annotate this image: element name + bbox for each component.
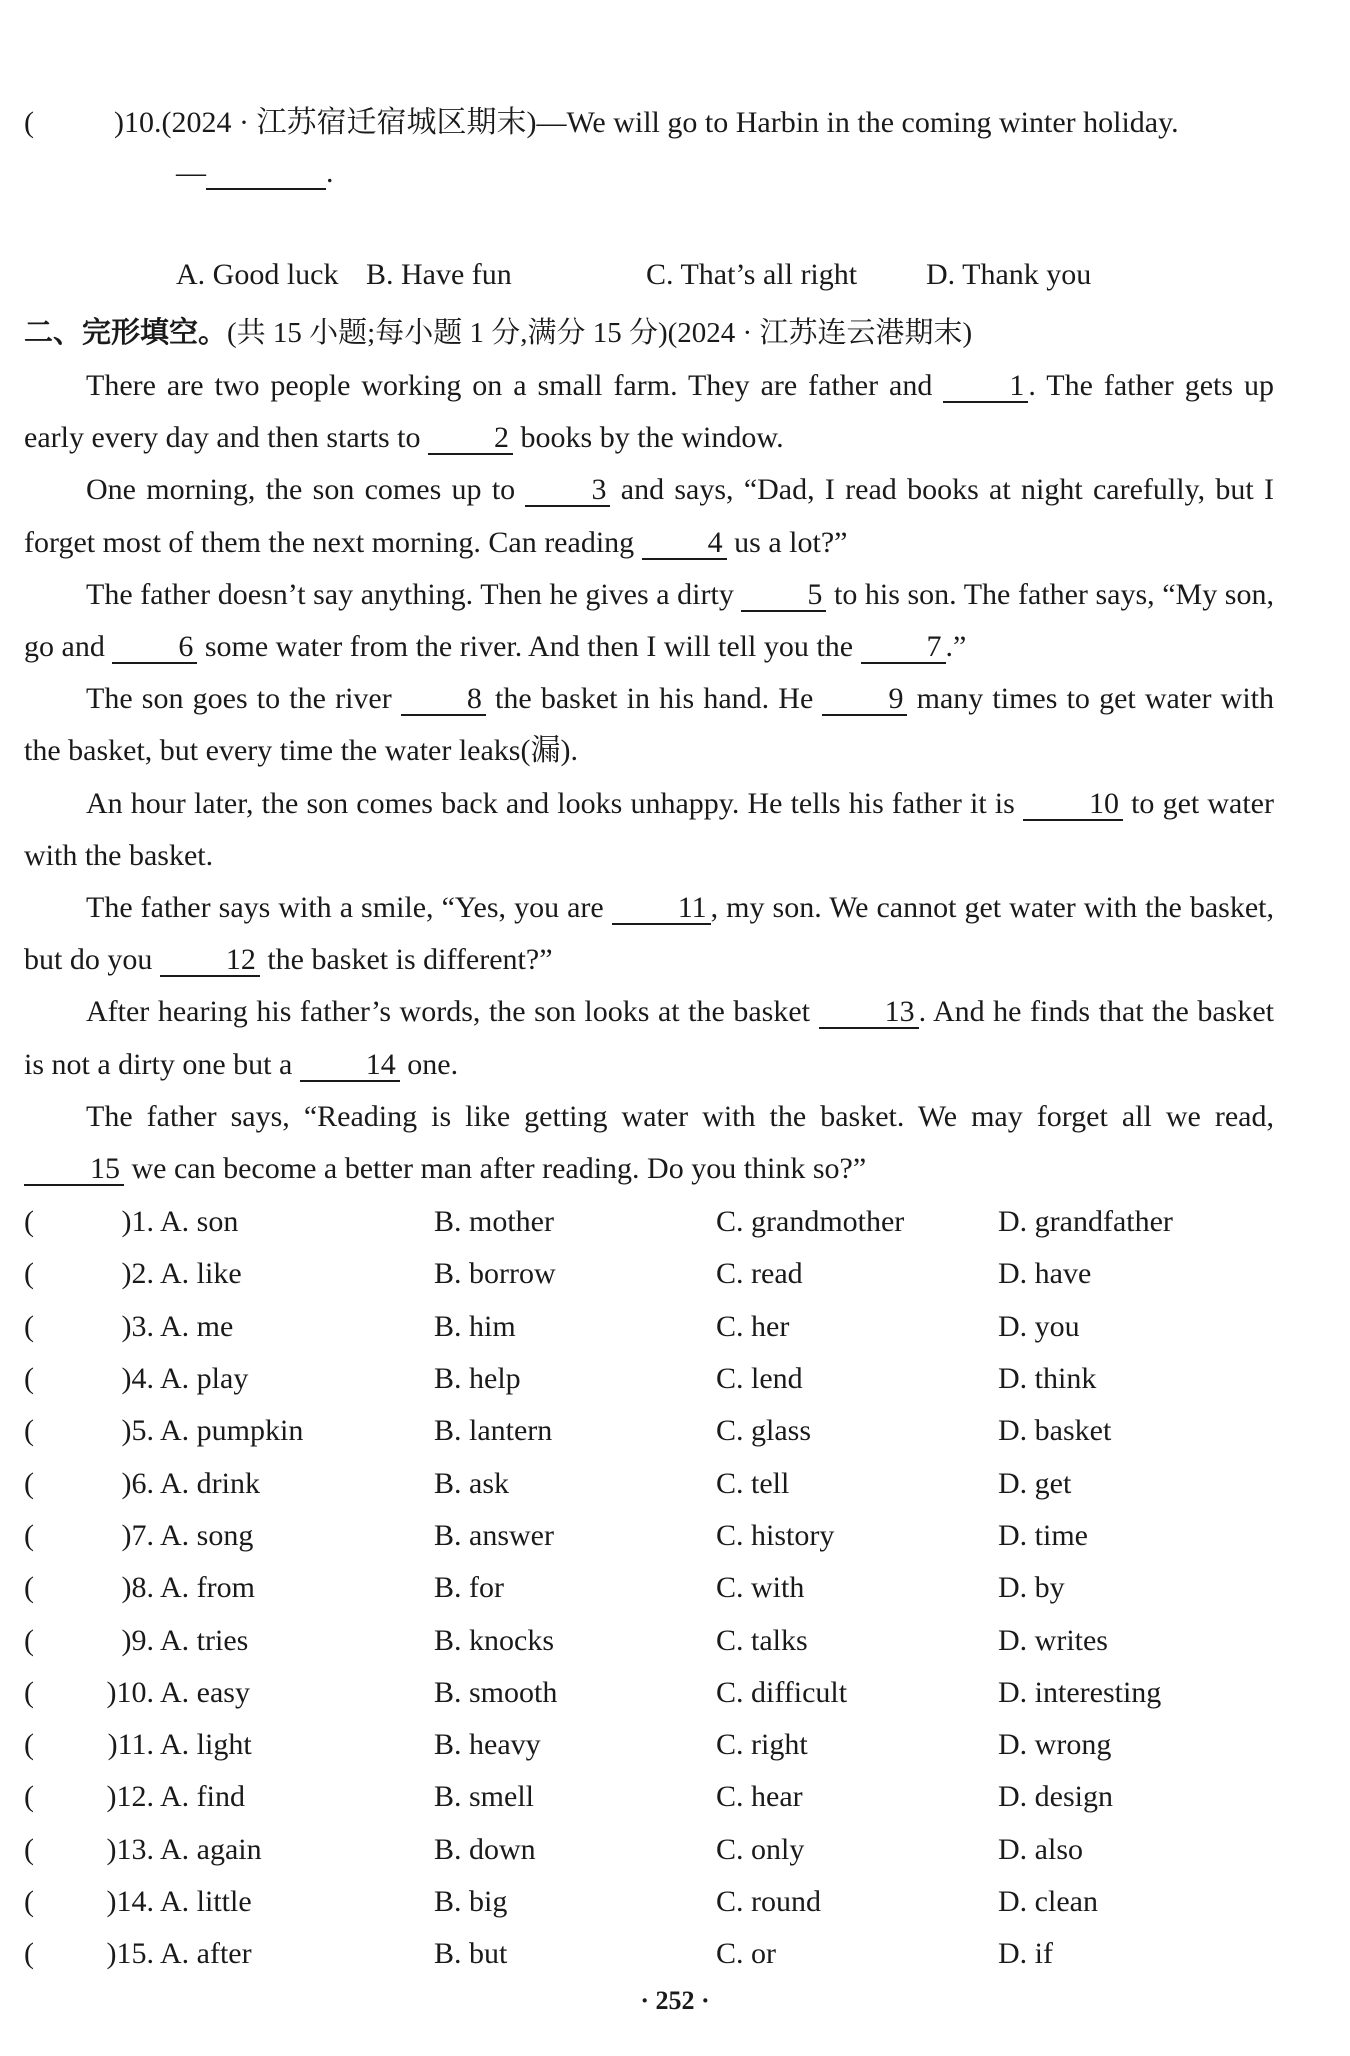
answer-bracket[interactable]: ( (24, 1257, 34, 1291)
option-d[interactable]: D. you (998, 1309, 1080, 1343)
answer-bracket[interactable]: ( (24, 1205, 34, 1239)
question-number: )10. (114, 106, 162, 139)
passage-paragraph-7 (24, 986, 1274, 1090)
reply-blank[interactable] (206, 158, 326, 190)
answer-bracket[interactable]: ( (24, 1728, 34, 1762)
reply-end: . (326, 156, 334, 189)
answer-bracket[interactable]: ( (24, 1362, 34, 1396)
passage-text: , my son. We cannot get water with the basket, but do you (24, 891, 1274, 977)
blank-9[interactable]: 9 (822, 684, 907, 716)
option-b[interactable]: B. help (434, 1362, 521, 1396)
answer-bracket[interactable]: ( (24, 1885, 34, 1918)
blank-3[interactable]: 3 (525, 475, 610, 507)
option-b[interactable]: B. lantern (434, 1414, 553, 1448)
option-b[interactable]: B. heavy (434, 1728, 541, 1762)
passage-paragraph-3 (24, 569, 1274, 673)
option-c[interactable]: C. only (716, 1832, 805, 1866)
section-title: 二、完形填空。 (24, 315, 228, 349)
option-c[interactable]: C. hear (716, 1780, 803, 1814)
option-a[interactable]: A. drink (160, 1466, 260, 1500)
option-b[interactable]: B. smooth (434, 1675, 558, 1709)
option-a[interactable]: A. play (160, 1362, 249, 1396)
option-a[interactable]: A. again (160, 1832, 262, 1866)
answer-bracket[interactable]: ( (24, 1937, 34, 1971)
blank-2[interactable]: 2 (428, 423, 513, 455)
option-b[interactable]: B. answer (434, 1518, 554, 1552)
answer-bracket[interactable]: ( (24, 106, 34, 139)
passage-text: books by the window. (513, 421, 784, 455)
answer-bracket[interactable]: ( (24, 1780, 34, 1814)
question-number: )15. (106, 1937, 154, 1971)
question-number: )1. (121, 1205, 154, 1239)
question-number: )13. (106, 1832, 154, 1866)
option-b[interactable]: B. but (434, 1937, 508, 1971)
option-b[interactable]: B. smell (434, 1780, 535, 1814)
option-c[interactable]: C. round (716, 1885, 821, 1918)
passage-text: The father doesn’t say anything. Then he gives a dirty (86, 577, 742, 611)
option-a[interactable]: A. easy (160, 1675, 250, 1709)
option-a[interactable]: A. from (160, 1571, 255, 1605)
option-d[interactable]: D. Thank you (926, 258, 1092, 291)
option-a[interactable]: A. me (160, 1309, 234, 1343)
blank-10[interactable]: 10 (1023, 789, 1123, 821)
passage-text: us a lot?” (726, 525, 848, 559)
choice-row (24, 1562, 1284, 1614)
passage-text: .” (945, 630, 967, 664)
section-heading (24, 310, 972, 351)
blank-8[interactable]: 8 (401, 684, 486, 716)
question-number: )6. (121, 1466, 154, 1500)
option-a[interactable]: A. find (160, 1780, 245, 1814)
answer-bracket[interactable]: ( (24, 1832, 34, 1866)
option-d[interactable]: D. basket (998, 1414, 1112, 1448)
choice-row (24, 1928, 1284, 1980)
option-b[interactable]: B. big (434, 1885, 508, 1918)
option-d[interactable]: D. interesting (998, 1675, 1162, 1709)
question-10 (24, 98, 1284, 198)
choices-list (24, 1196, 1284, 1980)
section-subtitle: (共 15 小题;每小题 1 分,满分 15 分)(2024 · 江苏连云港期末) (227, 317, 973, 349)
option-c[interactable]: C. read (716, 1257, 803, 1291)
choice-row (24, 1457, 1284, 1509)
choice-row (24, 1405, 1284, 1457)
option-c[interactable]: C. her (716, 1309, 790, 1343)
page-number: · 252 · (640, 1986, 710, 2015)
question-10-options (176, 258, 1126, 292)
question-number: )3. (121, 1309, 154, 1343)
choice-row (24, 1667, 1284, 1719)
passage-text: we can become a better man after reading. Do you think so?” (124, 1152, 867, 1186)
blank-1[interactable]: 1 (943, 371, 1028, 403)
option-b[interactable]: B. for (434, 1571, 504, 1605)
passage-paragraph-1 (24, 360, 1274, 464)
answer-bracket[interactable]: ( (24, 1309, 34, 1343)
question-number: )8. (121, 1571, 154, 1605)
answer-bracket[interactable]: ( (24, 1571, 34, 1605)
question-number: )12. (106, 1780, 154, 1814)
option-d[interactable]: D. by (998, 1571, 1065, 1605)
option-a[interactable]: A. tries (160, 1623, 249, 1657)
choice-row (24, 1824, 1284, 1876)
option-c[interactable]: C. grandmother (716, 1205, 905, 1239)
option-d[interactable]: D. writes (998, 1623, 1108, 1657)
passage-text: . And he finds that the basket is not a dirty one but a (24, 995, 1275, 1081)
reply-dash: — (176, 156, 206, 189)
option-c[interactable]: C. lend (716, 1362, 803, 1396)
choice-row (24, 1248, 1284, 1300)
blank-13[interactable]: 13 (819, 997, 919, 1029)
passage-text: One morning, the son comes up to (86, 473, 526, 507)
option-d[interactable]: D. if (998, 1937, 1053, 1971)
blank-6[interactable]: 6 (112, 632, 197, 664)
option-a[interactable]: A. light (160, 1728, 252, 1762)
option-d[interactable]: D. get (998, 1466, 1072, 1500)
option-d[interactable]: D. grandfather (998, 1205, 1173, 1239)
passage-text: to get water with the basket. (24, 786, 1274, 872)
option-c[interactable]: C. difficult (716, 1675, 848, 1709)
blank-12[interactable]: 12 (160, 945, 260, 977)
passage-text: the basket is different?” (259, 943, 553, 977)
option-b[interactable]: B. borrow (434, 1257, 556, 1291)
question-number: )5. (121, 1414, 154, 1448)
choice-row (24, 1614, 1284, 1666)
passage-paragraph-2 (24, 464, 1274, 568)
passage-text: . The father gets up early every day and then starts to (24, 369, 1275, 455)
blank-11[interactable]: 11 (612, 893, 711, 925)
option-c[interactable]: C. right (716, 1728, 808, 1762)
passage-text: the basket in his hand. He (485, 682, 823, 716)
choice-row (24, 1771, 1284, 1823)
blank-15[interactable]: 15 (24, 1154, 124, 1186)
option-d[interactable]: D. also (998, 1832, 1083, 1866)
passage-text: The father says with a smile, “Yes, you are (86, 891, 612, 925)
passage-text: After hearing his father’s words, the son looks at the basket (86, 995, 819, 1029)
option-d[interactable]: D. wrong (998, 1728, 1112, 1762)
option-d[interactable]: D. time (998, 1518, 1088, 1552)
option-c[interactable]: C. glass (716, 1414, 812, 1448)
passage-text: many times to get water with the basket, but every time the water leaks(漏). (24, 682, 1275, 768)
choice-row (24, 1719, 1284, 1771)
blank-4[interactable]: 4 (642, 528, 727, 560)
choice-row (24, 1196, 1284, 1248)
passage-text: one. (399, 1047, 459, 1081)
option-b[interactable]: B. him (434, 1309, 516, 1343)
option-b[interactable]: B. Have fun (366, 258, 512, 291)
option-c[interactable]: C. That’s all right (646, 258, 858, 291)
option-c[interactable]: C. tell (716, 1466, 790, 1500)
answer-bracket[interactable]: ( (24, 1466, 34, 1500)
reply-line (24, 148, 1284, 198)
question-number: )9. (121, 1623, 154, 1657)
option-a[interactable]: A. pumpkin (160, 1414, 304, 1448)
question-number: )4. (121, 1362, 154, 1396)
option-a[interactable]: A. after (160, 1937, 252, 1971)
answer-bracket[interactable]: ( (24, 1675, 34, 1709)
passage-paragraph-5 (24, 778, 1274, 882)
option-c[interactable]: C. or (716, 1937, 776, 1971)
choice-row (24, 1510, 1284, 1562)
question-number: )14. (106, 1885, 154, 1918)
cloze-passage (24, 360, 1274, 1195)
choice-row (24, 1301, 1284, 1353)
option-b[interactable]: B. ask (434, 1466, 509, 1500)
option-a[interactable]: A. little (160, 1885, 252, 1918)
question-number: )2. (121, 1257, 154, 1291)
passage-text: There are two people working on a small farm. They are father and (86, 369, 944, 402)
option-b[interactable]: B. mother (434, 1205, 554, 1239)
choice-row (24, 1876, 1284, 1928)
option-a[interactable]: A. song (160, 1518, 254, 1552)
option-d[interactable]: D. clean (998, 1885, 1098, 1918)
option-b[interactable]: B. down (434, 1832, 536, 1866)
answer-bracket[interactable]: ( (24, 1414, 34, 1448)
option-c[interactable]: C. with (716, 1571, 805, 1605)
passage-text: The father says, “Reading is like getting water with the basket. We may forget all we read, (86, 1099, 1274, 1133)
question-number: )7. (121, 1518, 154, 1552)
question-number: )11. (107, 1728, 154, 1762)
option-d[interactable]: D. think (998, 1362, 1097, 1396)
option-d[interactable]: D. design (998, 1780, 1113, 1814)
passage-text: and says, “Dad, I read books at night carefully, but I forget most of them the next morning. Can reading (24, 473, 1274, 559)
option-d[interactable]: D. have (998, 1257, 1092, 1291)
option-c[interactable]: C. talks (716, 1623, 808, 1657)
option-a[interactable]: A. like (160, 1257, 242, 1291)
choice-row (24, 1353, 1284, 1405)
answer-bracket[interactable]: ( (24, 1518, 34, 1552)
option-c[interactable]: C. history (716, 1518, 835, 1552)
passage-text: An hour later, the son comes back and looks unhappy. He tells his father it is (86, 786, 1023, 820)
passage-text: some water from the river. And then I will tell you the (197, 630, 861, 664)
option-a[interactable]: A. Good luck (176, 258, 339, 291)
passage-paragraph-4 (24, 673, 1274, 777)
blank-7[interactable]: 7 (861, 632, 946, 664)
option-a[interactable]: A. son (160, 1205, 239, 1239)
passage-paragraph-6 (24, 882, 1274, 986)
passage-text: to his son. The father says, “My son, go and (24, 577, 1274, 664)
question-prompt: —We will go to Harbin in the coming winter holiday. (536, 106, 1179, 139)
answer-bracket[interactable]: ( (24, 1623, 34, 1657)
option-b[interactable]: B. knocks (434, 1623, 554, 1657)
blank-5[interactable]: 5 (741, 580, 826, 612)
passage-text: The son goes to the river (86, 682, 401, 716)
question-source: (2024 · 江苏宿迁宿城区期末) (161, 106, 537, 139)
blank-14[interactable]: 14 (300, 1050, 400, 1082)
question-number: )10. (106, 1675, 154, 1709)
passage-paragraph-8 (24, 1091, 1274, 1195)
